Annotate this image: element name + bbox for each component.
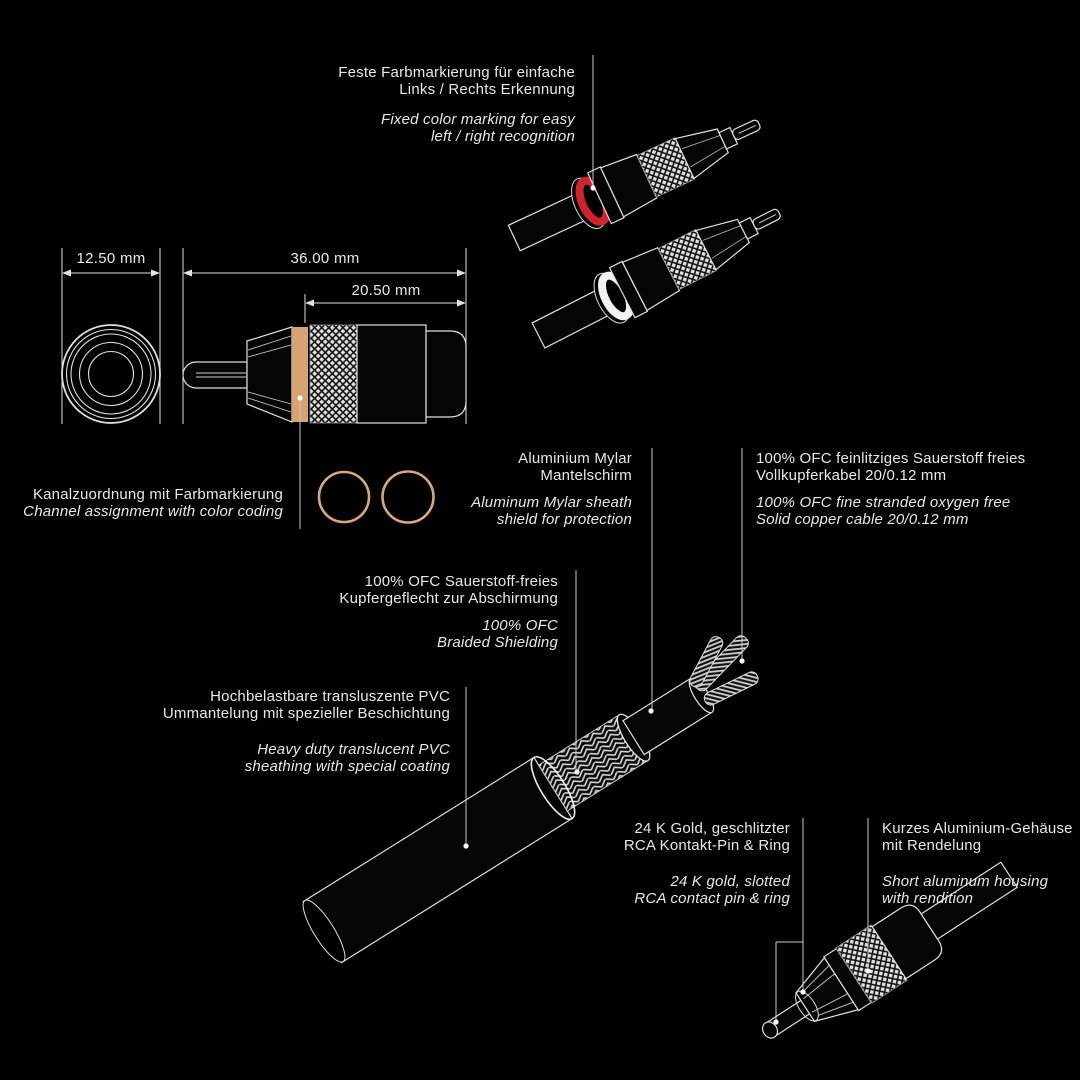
- pvc-sheath: [303, 757, 572, 962]
- side-pin: [183, 362, 247, 388]
- annotation-en-line: Solid copper cable 20/0.12 mm: [756, 511, 969, 528]
- leader-dot: [590, 185, 595, 190]
- annotation-de-line: Hochbelastbare transluszente PVC: [210, 688, 450, 705]
- annotation-channel-assignment: [23, 486, 283, 520]
- leader-dot: [648, 708, 653, 713]
- annotation-de-line: Kurzes Aluminium-Gehäuse: [882, 820, 1073, 837]
- annotation-en-line: Channel assignment with color coding: [23, 503, 283, 520]
- leader-dot: [800, 989, 805, 994]
- annotation-mylar-shield: [471, 450, 632, 528]
- side-body: [357, 325, 426, 423]
- annotation-en-line: Aluminum Mylar sheath: [471, 494, 632, 511]
- annotation-color-marking: [338, 64, 575, 145]
- annotation-de-line: Aluminium Mylar: [518, 450, 632, 467]
- annotation-de-line: Links / Rechts Erkennung: [399, 81, 575, 98]
- annotation-en-line: left / right recognition: [430, 128, 575, 145]
- dimension-label-total-length: 36.00 mm: [290, 250, 360, 267]
- annotation-en-line: 100% OFC fine stranded oxygen free: [756, 494, 1011, 511]
- annotation-en-line: sheathing with special coating: [244, 758, 450, 775]
- leader-dot: [463, 843, 468, 848]
- dimension-label-housing-length: 20.50 mm: [351, 282, 421, 299]
- annotation-en-line: Braided Shielding: [437, 634, 558, 651]
- color-ring-left: [319, 472, 369, 522]
- annotation-de-line: Ummantelung mit spezieller Beschichtung: [162, 705, 450, 722]
- annotation-aluminum-housing: [882, 820, 1073, 907]
- side-collet: [247, 327, 292, 422]
- annotation-en-line: RCA contact pin & ring: [634, 890, 790, 907]
- annotation-de-line: 100% OFC feinlitziges Sauerstoff freies: [756, 450, 1026, 467]
- annotation-de-line: Feste Farbmarkierung für einfache: [338, 64, 575, 81]
- annotation-braided-shielding: [339, 573, 558, 651]
- leader-dot: [297, 395, 302, 400]
- leader-dot: [739, 658, 744, 663]
- annotation-en-line: 100% OFC: [482, 617, 558, 634]
- annotation-pvc-sheathing: [163, 688, 450, 775]
- side-knurl-band: [310, 325, 357, 423]
- annotation-de-line: mit Rendelung: [882, 837, 982, 854]
- annotation-de-line: Kanalzuordnung mit Farbmarkierung: [32, 486, 283, 503]
- annotation-en-line: Heavy duty translucent PVC: [257, 741, 450, 758]
- annotation-en-line: shield for protection: [496, 511, 632, 528]
- annotation-gold-pin: [624, 820, 790, 907]
- cable-cutaway-illustration: [292, 620, 780, 967]
- annotation-en-line: 24 K gold, slotted: [670, 873, 790, 890]
- annotation-de-line: Kupfergeflecht zur Abschirmung: [339, 590, 558, 607]
- leader-dot: [773, 1019, 778, 1024]
- annotation-en-line: with rendition: [882, 890, 974, 907]
- annotation-de-line: Mantelschirm: [540, 467, 632, 484]
- leader-mylar: [648, 448, 653, 714]
- color-coding-rings: [319, 472, 434, 523]
- annotation-de-line: Vollkupferkabel 20/0.12 mm: [756, 467, 947, 484]
- side-view-drawing: [183, 325, 466, 423]
- annotation-de-line: RCA Kontakt-Pin & Ring: [623, 837, 790, 854]
- leader-dot: [865, 968, 870, 973]
- annotation-en-line: Fixed color marking for easy: [380, 111, 575, 128]
- dimension-label-diameter: 12.50 mm: [76, 250, 146, 267]
- annotation-en-line: Short aluminum housing: [882, 873, 1049, 890]
- color-ring-right: [383, 472, 434, 523]
- side-rear-barrel: [426, 331, 466, 417]
- front-view-drawing: [62, 325, 160, 423]
- annotation-de-line: 24 K Gold, geschlitzter: [634, 820, 790, 837]
- annotation-de-line: 100% OFC Sauerstoff-freies: [364, 573, 558, 590]
- leader-dot: [574, 769, 579, 774]
- leader-copper-cable: [739, 448, 744, 664]
- annotation-copper-cable: [756, 450, 1025, 528]
